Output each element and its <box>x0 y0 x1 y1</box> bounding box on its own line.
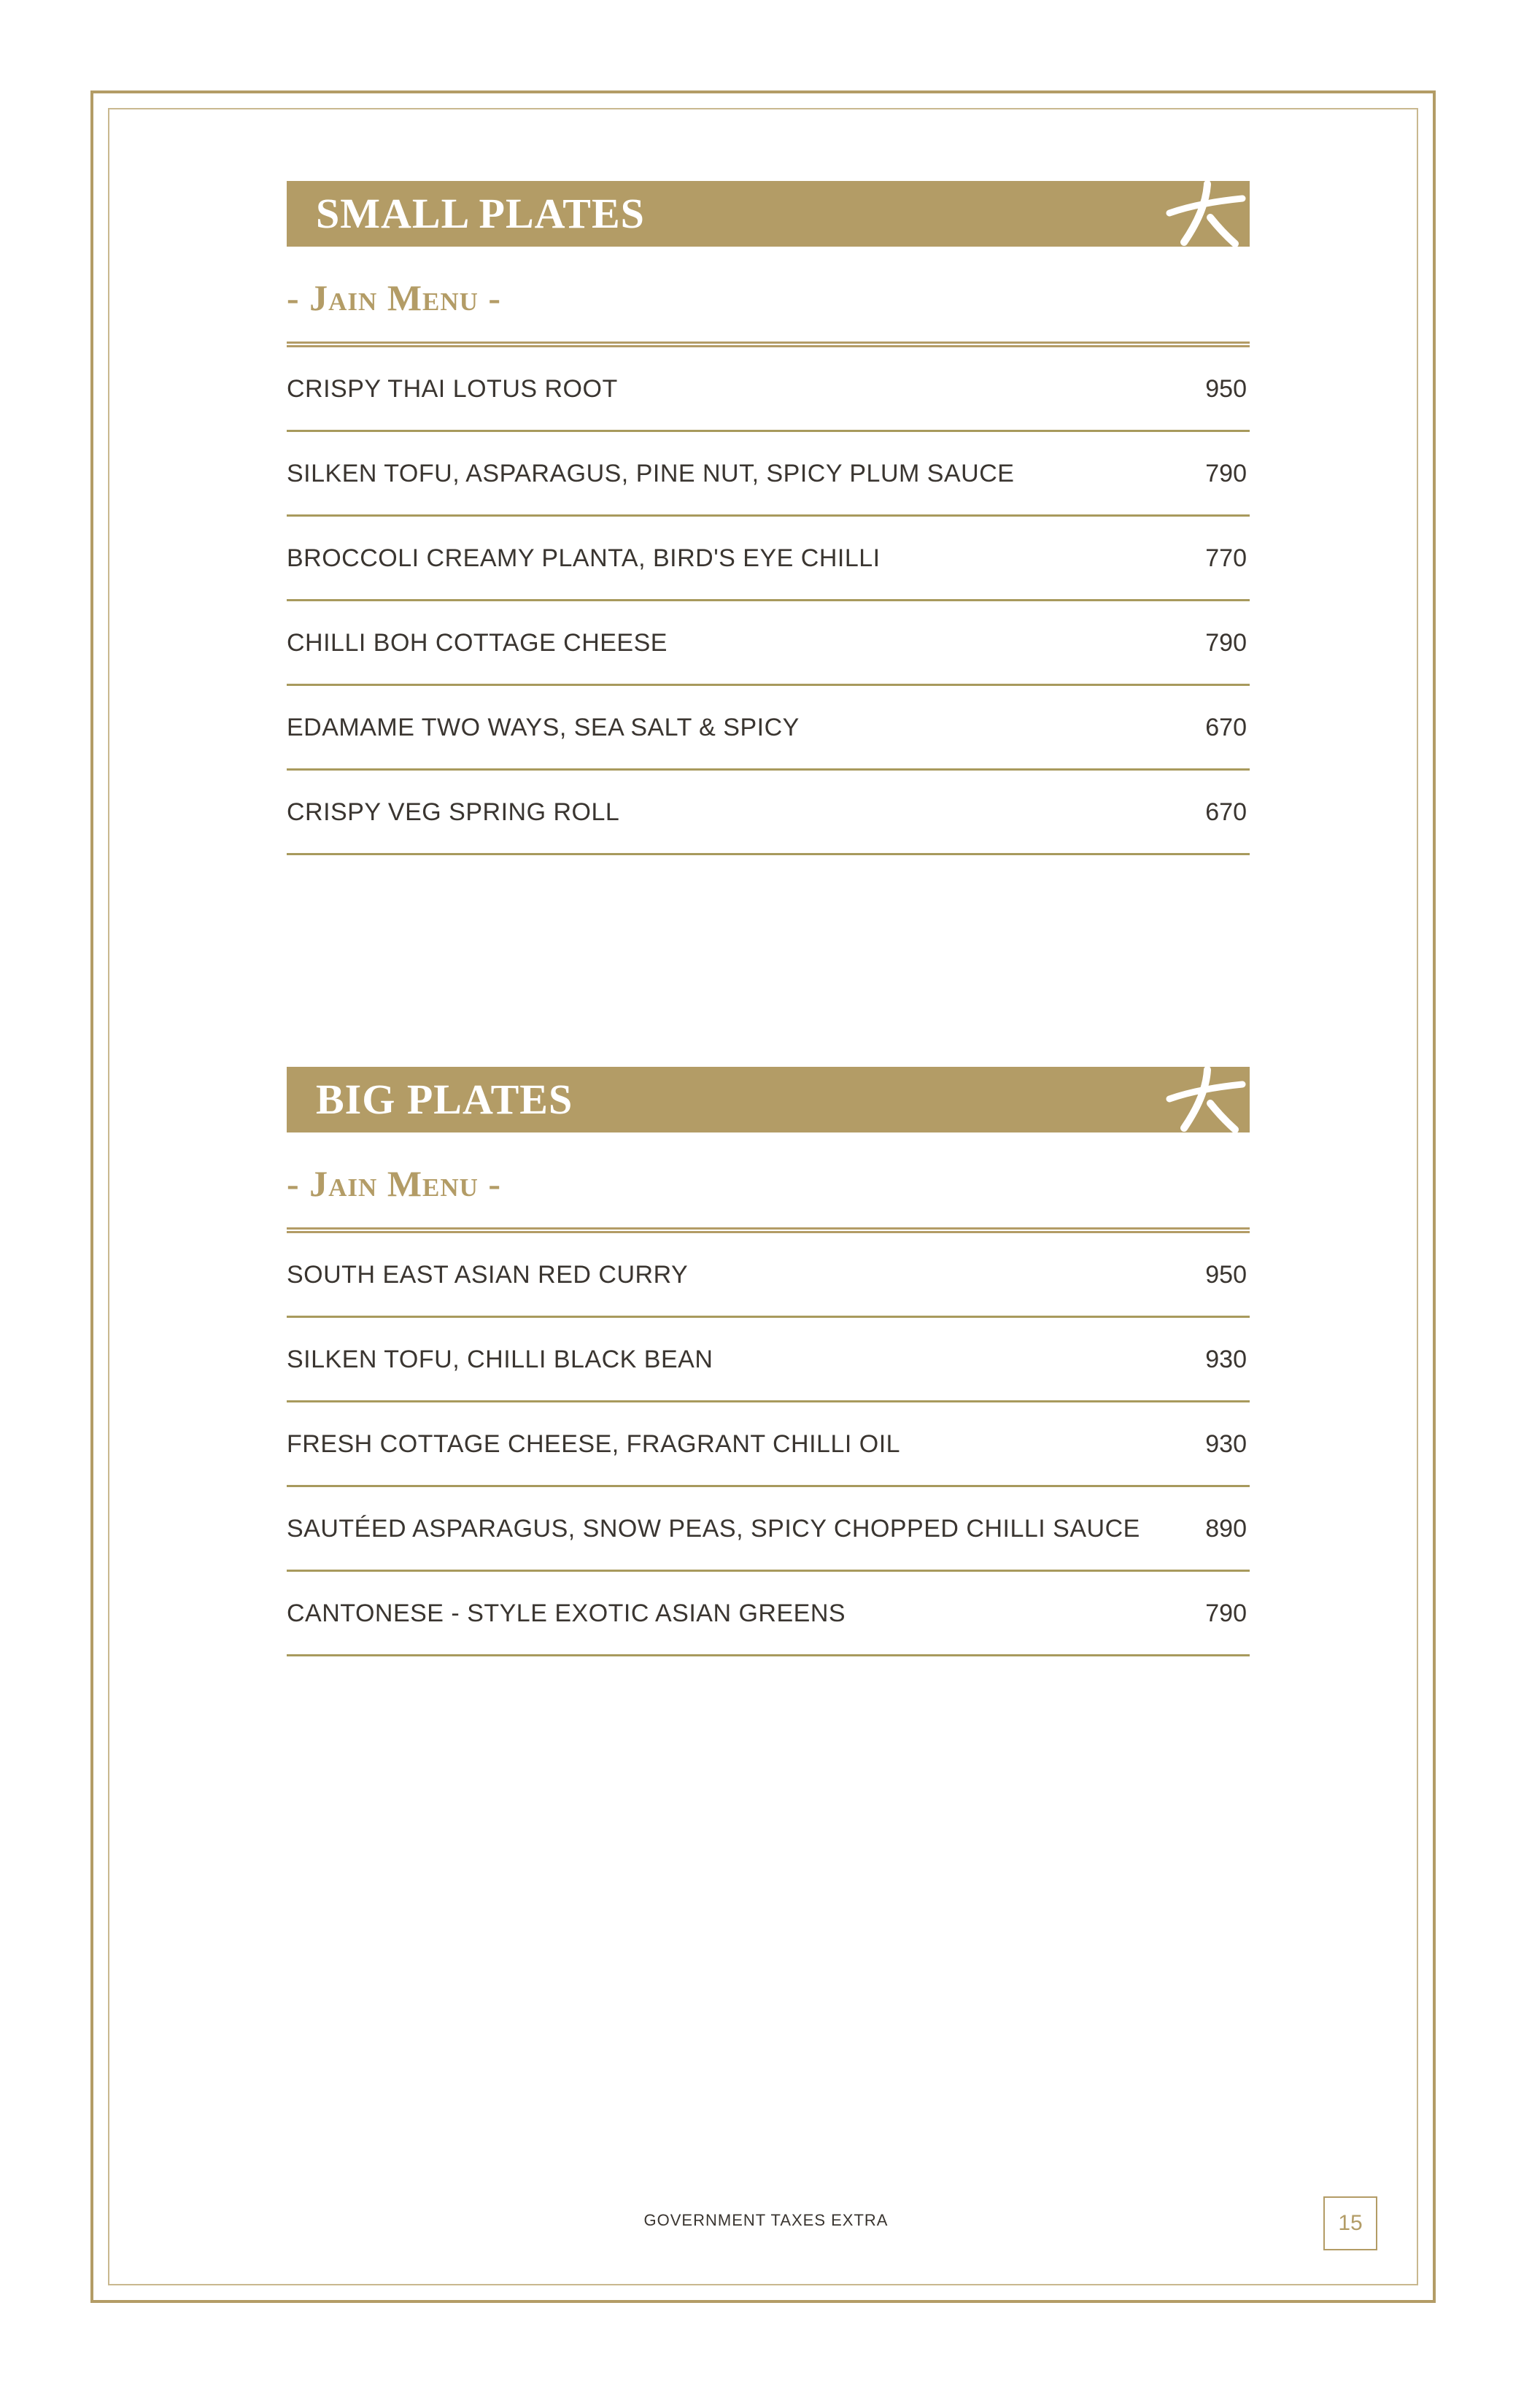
item-price: 790 <box>1205 1599 1247 1627</box>
item-price: 670 <box>1205 714 1247 741</box>
item-price: 790 <box>1205 460 1247 487</box>
big-plates-section <box>287 1067 1250 1656</box>
item-price: 670 <box>1205 798 1247 826</box>
section-subtitle: - Jain Menu - <box>287 277 502 318</box>
menu-item <box>287 1318 1250 1402</box>
item-price: 930 <box>1205 1430 1247 1458</box>
menu-item <box>287 601 1250 686</box>
item-price: 950 <box>1205 1261 1247 1289</box>
page-number: 15 <box>1323 2196 1377 2250</box>
item-price: 790 <box>1205 629 1247 657</box>
section-banner <box>287 181 1250 247</box>
item-price: 770 <box>1205 544 1247 572</box>
item-name: SOUTH EAST ASIAN RED CURRY <box>287 1261 689 1289</box>
item-name: SILKEN TOFU, ASPARAGUS, PINE NUT, SPICY PLUM SAUCE <box>287 460 1015 487</box>
menu-item <box>287 517 1250 601</box>
menu-item <box>287 1233 1250 1318</box>
item-name: EDAMAME TWO WAYS, SEA SALT & SPICY <box>287 714 800 741</box>
item-price: 890 <box>1205 1515 1247 1543</box>
menu-item <box>287 1402 1250 1487</box>
menu-item <box>287 771 1250 855</box>
section-banner <box>287 1067 1250 1132</box>
item-name: CRISPY THAI LOTUS ROOT <box>287 375 618 403</box>
item-name: SAUTÉED ASPARAGUS, SNOW PEAS, SPICY CHOPPED CHILLI SAUCE <box>287 1515 1140 1543</box>
double-divider <box>287 341 1250 347</box>
section-subtitle: - Jain Menu - <box>287 1163 502 1204</box>
item-name: BROCCOLI CREAMY PLANTA, BIRD'S EYE CHILLI <box>287 544 881 572</box>
menu-item <box>287 432 1250 517</box>
small-plates-section <box>287 181 1250 855</box>
item-price: 930 <box>1205 1346 1247 1373</box>
item-price: 950 <box>1205 375 1247 403</box>
menu-item-list <box>287 1233 1250 1656</box>
item-name: CHILLI BOH COTTAGE CHEESE <box>287 629 668 657</box>
item-name: FRESH COTTAGE CHEESE, FRAGRANT CHILLI OIL <box>287 1430 901 1458</box>
section-title: BIG PLATES <box>316 1076 573 1123</box>
footer-note: GOVERNMENT TAXES EXTRA <box>643 2211 889 2229</box>
menu-item <box>287 686 1250 771</box>
double-divider <box>287 1227 1250 1233</box>
menu-item-list <box>287 347 1250 855</box>
logo-glyph-icon <box>1140 181 1250 247</box>
menu-item <box>287 1572 1250 1656</box>
item-name: CRISPY VEG SPRING ROLL <box>287 798 620 826</box>
menu-item <box>287 1487 1250 1572</box>
section-title: SMALL PLATES <box>316 190 645 237</box>
item-name: CANTONESE - STYLE EXOTIC ASIAN GREENS <box>287 1599 846 1627</box>
item-name: SILKEN TOFU, CHILLI BLACK BEAN <box>287 1346 713 1373</box>
menu-item <box>287 347 1250 432</box>
logo-glyph-icon <box>1140 1067 1250 1132</box>
